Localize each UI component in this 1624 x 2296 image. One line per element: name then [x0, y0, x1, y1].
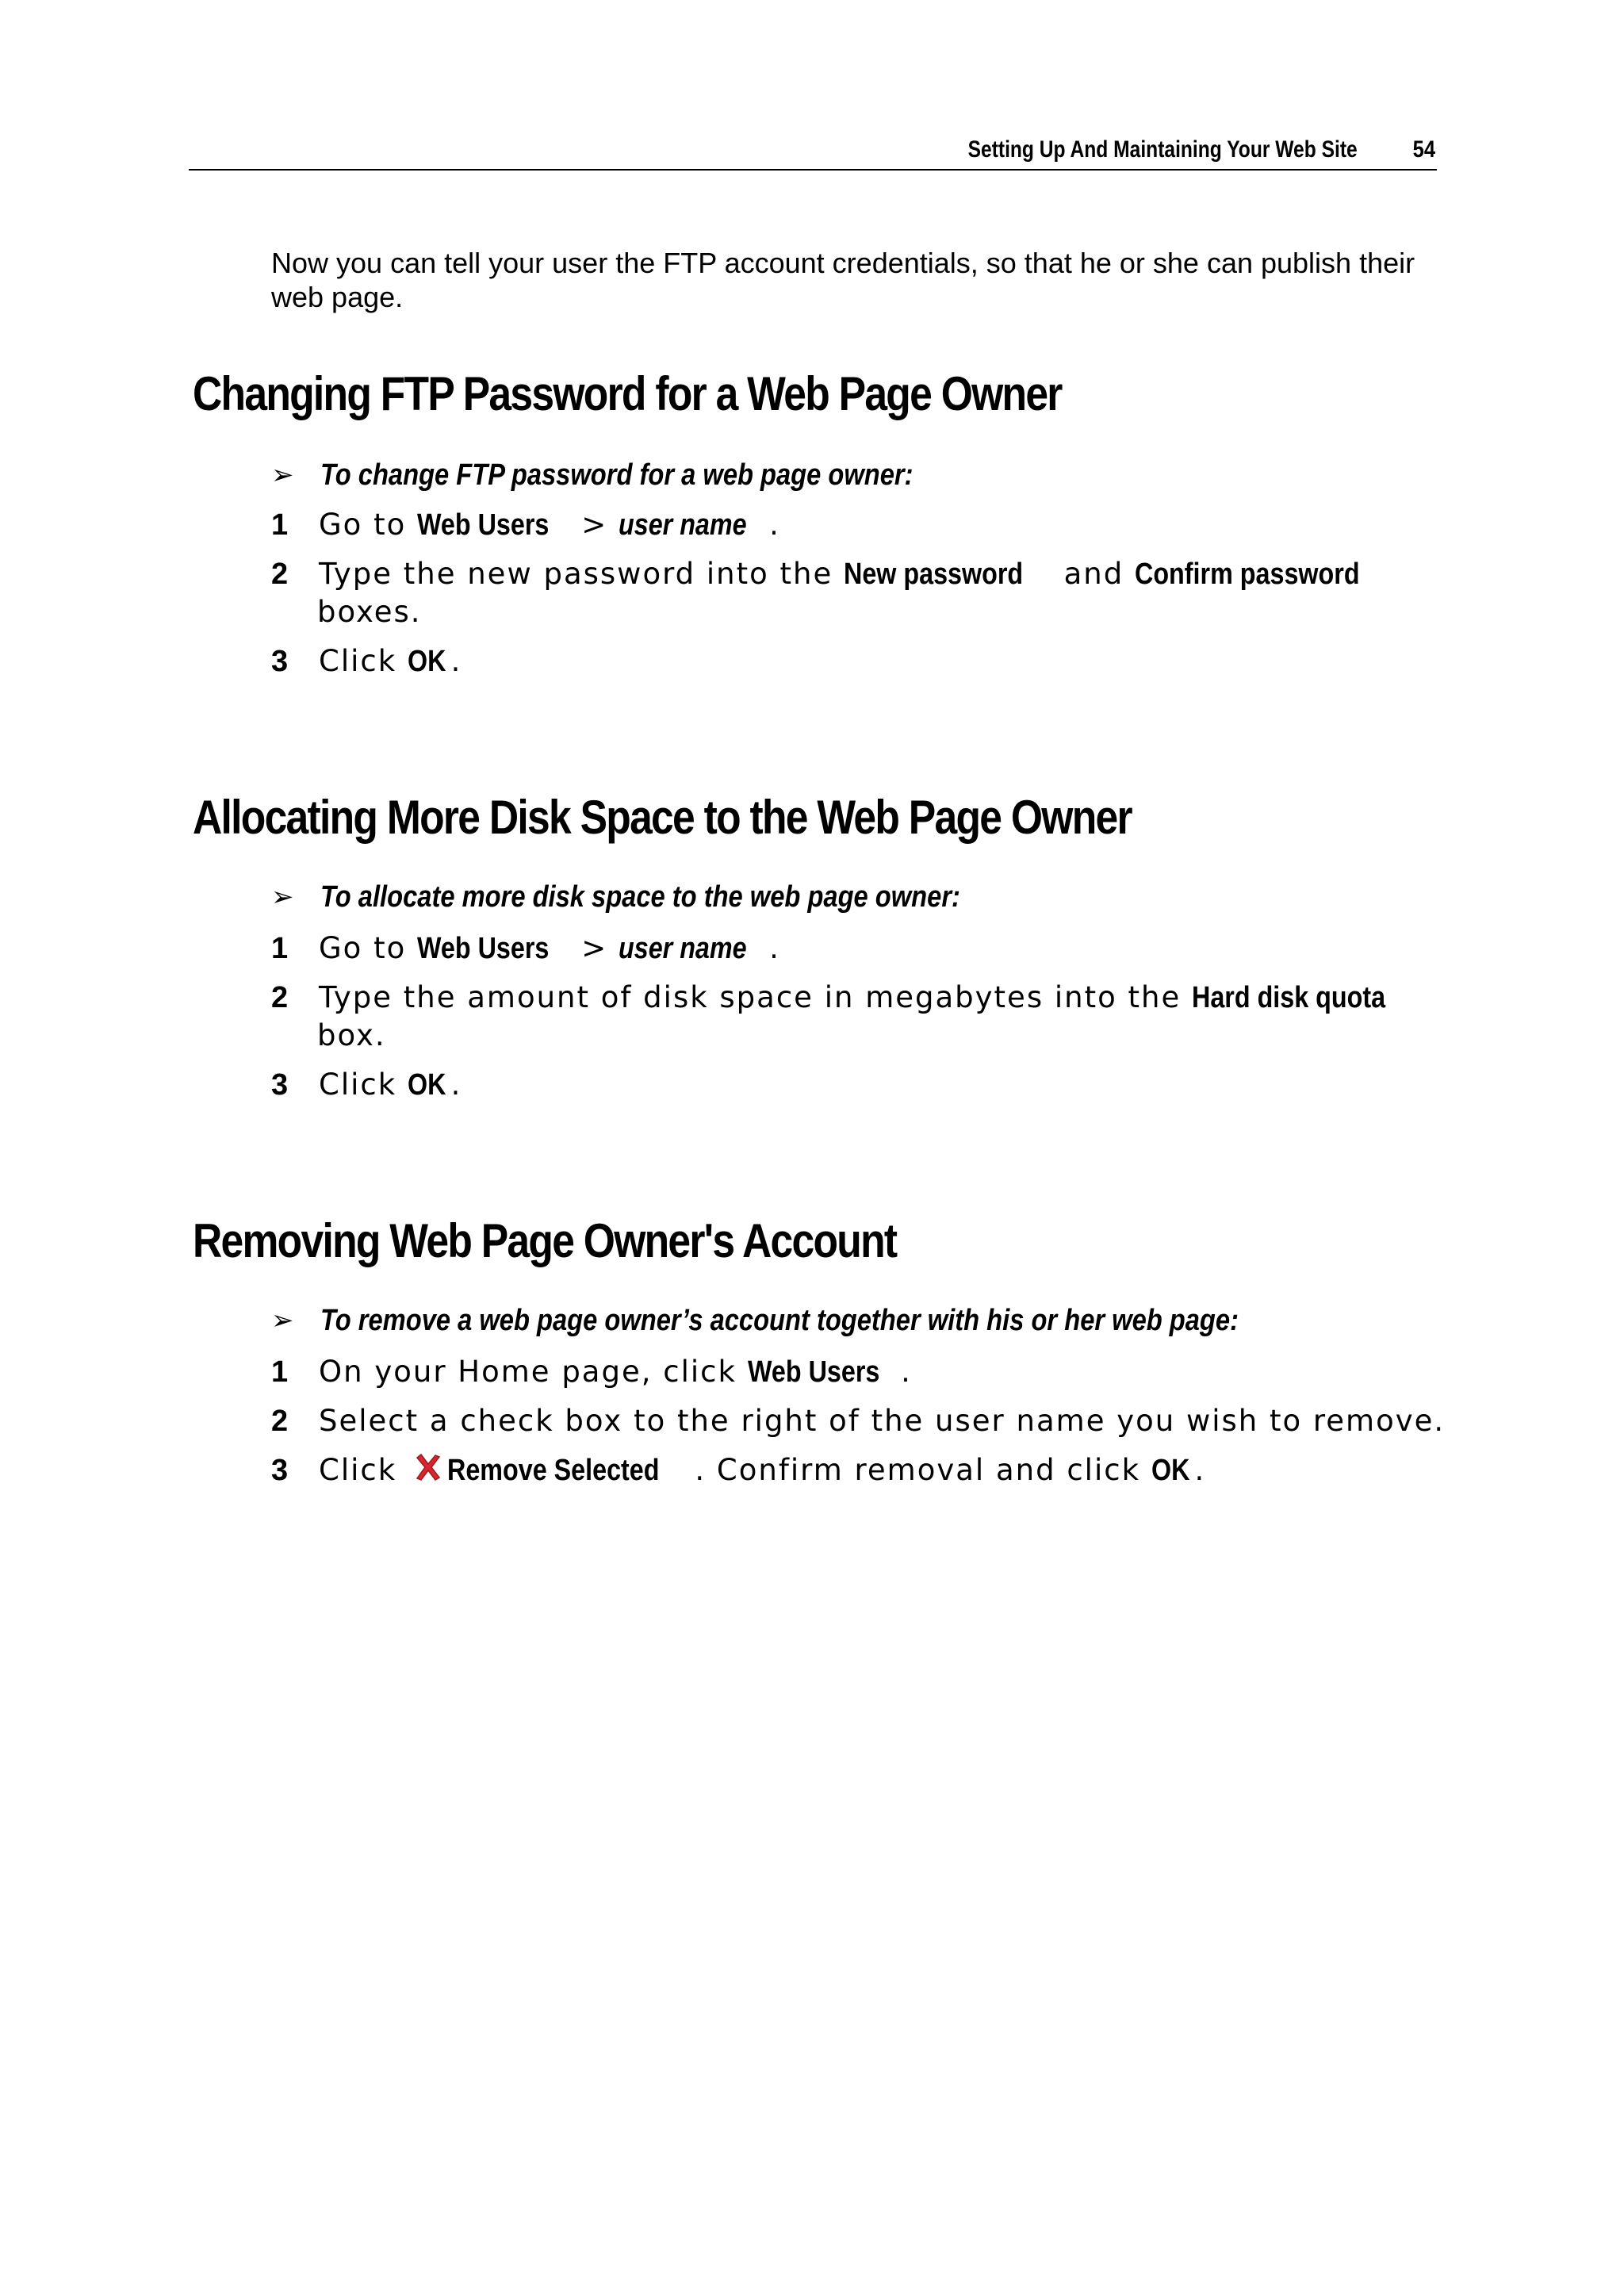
ui-label: OK [1151, 1454, 1190, 1487]
step-text-continued: boxes. [317, 595, 422, 629]
step-number: 3 [271, 645, 289, 678]
step-text: Click Remove Selected . Confirm removal and click OK . [319, 1451, 1484, 1489]
running-header-title: Setting Up And Maintaining Your Web Site [967, 136, 1358, 163]
step-text: Click OK . [319, 642, 1484, 680]
intro-paragraph: Now you can tell your user the FTP account credentials, so that he or she can publish their web page. [271, 247, 1415, 313]
step-number: 3 [271, 1068, 289, 1102]
step-text: Type the new password into the New password and Confirm password [319, 555, 1484, 593]
step-number: 2 [271, 981, 289, 1014]
ui-label: Web Users [416, 932, 550, 965]
ui-label: user name [618, 508, 747, 542]
task-text: To change FTP password for a web page owner: [320, 458, 914, 492]
ui-label: OK [407, 1068, 446, 1102]
step-number: 2 [271, 558, 289, 591]
step-number: 3 [271, 1454, 289, 1487]
step-text: Click OK . [319, 1066, 1484, 1104]
section-title-change-ftp-password: Changing FTP Password for a Web Page Owner [193, 367, 1062, 420]
page-number: 54 [1412, 136, 1435, 163]
ui-label: Confirm password [1134, 558, 1360, 591]
arrow-bullet-icon: ➢ [271, 881, 294, 913]
step-text: Select a check box to the right of the user name you wish to remove. [319, 1404, 1446, 1438]
ui-label: New password [844, 558, 1024, 591]
task-text: To remove a web page owner’s account together with his or her web page: [320, 1304, 1239, 1337]
ui-label: user name [618, 932, 747, 965]
ui-label: Hard disk quota [1191, 981, 1386, 1014]
header-rule [189, 169, 1437, 171]
section-title-allocate-disk-space: Allocating More Disk Space to the Web Page Owner [193, 791, 1132, 844]
ui-label: OK [407, 645, 446, 678]
step-number: 1 [271, 1355, 289, 1389]
task-text: To allocate more disk space to the web page owner: [320, 880, 960, 914]
step-text-continued: box. [317, 1018, 386, 1052]
step-number: 2 [271, 1405, 289, 1438]
step-text: Go to Web Users > user name . [319, 506, 1484, 544]
ui-label: Remove Selected [446, 1454, 660, 1487]
arrow-bullet-icon: ➢ [271, 459, 294, 491]
step-text: On your Home page, click Web Users . [319, 1353, 1484, 1391]
ui-label: Web Users [747, 1355, 880, 1389]
step-text: Type the amount of disk space in megabytes into the Hard disk quota [319, 979, 1484, 1017]
ui-label: Web Users [416, 508, 550, 542]
step-text: Go to Web Users > user name . [319, 930, 1484, 968]
remove-x-icon [412, 1451, 444, 1483]
section-title-remove-account: Removing Web Page Owner's Account [193, 1214, 897, 1267]
arrow-bullet-icon: ➢ [271, 1305, 294, 1336]
step-number: 1 [271, 508, 289, 542]
step-number: 1 [271, 932, 289, 965]
